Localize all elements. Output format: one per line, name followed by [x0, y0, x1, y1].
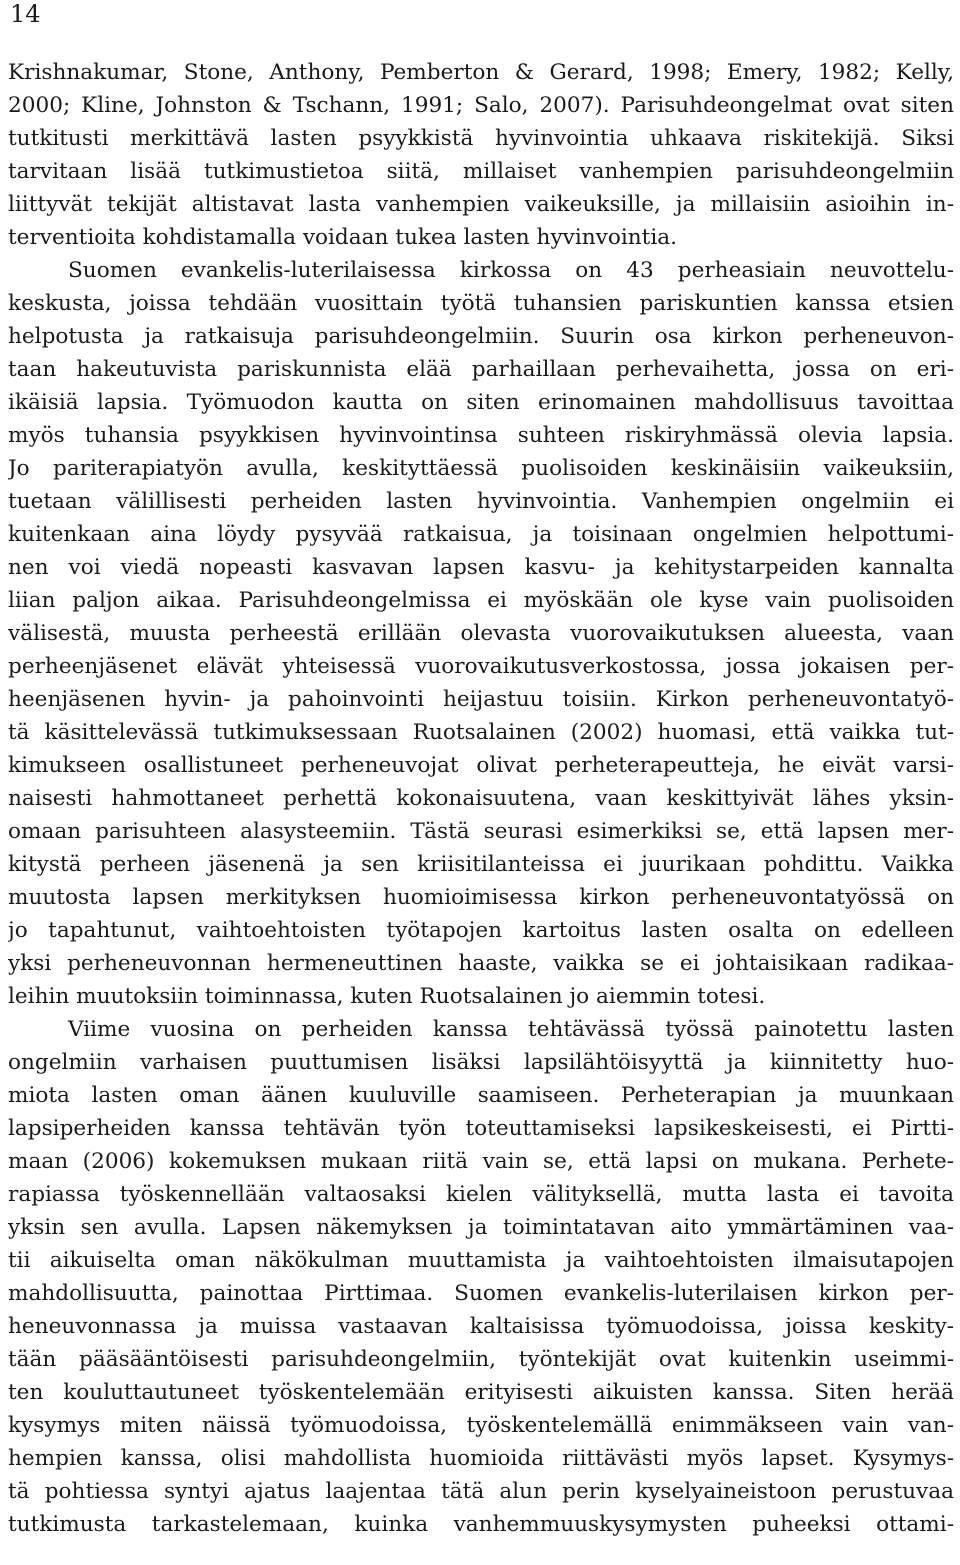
text-line: Krishnakumar, Stone, Anthony, Pemberton & Gerard, 1998; Emery, 1982; Kelly, [8, 60, 954, 85]
text-line: tään pääsääntöisesti parisuhdeongelmiin, työntekijät ovat kuitenkin useimmi- [8, 1347, 954, 1372]
text-line: ongelmiin varhaisen puuttumisen lisäksi lapsilähtöisyyttä ja kiinnitetty huo- [8, 1050, 954, 1075]
text-line: tuetaan välillisesti perheiden lasten hyvinvointia. Vanhempien ongelmiin ei [8, 489, 954, 514]
text-line: omaan parisuhteen alasysteemiin. Tästä seurasi esimerkiksi se, että lapsen mer- [8, 819, 954, 844]
text-line: tä pohtiessa syntyi ajatus laajentaa tätä alun perin kyselyaineistoon perustuvaa [8, 1479, 954, 1504]
text-line: ikäisiä lapsia. Työmuodon kautta on siten erinomainen mahdollisuus tavoittaa [8, 390, 954, 415]
text-line: taan hakeutuvista pariskunnista elää parhaillaan perhevaihetta, jossa on eri- [8, 357, 954, 382]
text-line: miota lasten oman äänen kuuluville saamiseen. Perheterapian ja muunkaan [8, 1083, 954, 1108]
text-line: perheenjäsenet elävät yhteisessä vuorovaikutusverkostossa, jossa jokaisen per- [8, 654, 954, 679]
text-line: rapiassa työskennellään valtaosaksi kielen välityksellä, mutta lasta ei tavoita [8, 1182, 954, 1207]
text-line: leihin muutoksiin toiminnassa, kuten Ruotsalainen jo aiemmin totesi. [8, 984, 766, 1009]
text-line: 2000; Kline, Johnston & Tschann, 1991; Salo, 2007). Parisuhdeongelmat ovat siten [8, 93, 954, 118]
text-line: kuitenkaan aina löydy pysyvää ratkaisua, ja toisinaan ongelmien helpottumi- [8, 522, 954, 547]
text-line: Viime vuosina on perheiden kanssa tehtävässä työssä painotettu lasten [68, 1017, 954, 1042]
text-line: keskusta, joissa tehdään vuosittain työtä tuhansien pariskuntien kanssa etsien [8, 291, 954, 316]
text-line: nen voi viedä nopeasti kasvavan lapsen kasvu- ja kehitystarpeiden kannalta [8, 555, 954, 580]
paragraph [8, 56, 954, 254]
text-line: muutosta lapsen merkityksen huomioimisessa kirkon perheneuvontatyössä on [8, 885, 954, 910]
text-line: hempien kanssa, olisi mahdollista huomioida riittävästi myös lapset. Kysymys- [8, 1446, 954, 1471]
text-line: terventioita kohdistamalla voidaan tukea lasten hyvinvointia. [8, 225, 678, 250]
text-line: heenjäsenen hyvin- ja pahoinvointi heijastuu toisiin. Kirkon perheneuvontatyö- [8, 687, 954, 712]
text-line: kimukseen osallistuneet perheneuvojat olivat perheterapeutteja, he eivät varsi- [8, 753, 954, 778]
text-line: tutkitusti merkittävä lasten psyykkistä hyvinvointia uhkaava riskitekijä. Siksi [8, 126, 954, 151]
text-line: myös tuhansia psyykkisen hyvinvointinsa suhteen riskiryhmässä olevia lapsia. [8, 423, 954, 448]
text-line: kitystä perheen jäsenenä ja sen kriisitilanteissa ei juurikaan pohdittu. Vaikka [8, 852, 954, 877]
text-line: lapsiperheiden kanssa tehtävän työn toteuttamiseksi lapsikeskeisesti, ei Pirtti- [8, 1116, 954, 1141]
text-line: yksin sen avulla. Lapsen näkemyksen ja toimintatavan aito ymmärtäminen vaa- [8, 1215, 954, 1240]
text-line: mahdollisuutta, painottaa Pirttimaa. Suomen evankelis-luterilaisen kirkon per- [8, 1281, 954, 1306]
text-line: helpotusta ja ratkaisuja parisuhdeongelmiin. Suurin osa kirkon perheneuvon- [8, 324, 954, 349]
text-line: tä käsittelevässä tutkimuksessaan Ruotsalainen (2002) huomasi, että vaikka tut- [8, 720, 954, 745]
text-line: yksi perheneuvonnan hermeneuttinen haaste, vaikka se ei johtaisikaan radikaa- [8, 951, 954, 976]
text-line: naisesti hahmottaneet perhettä kokonaisuutena, vaan keskittyivät lähes yksin- [8, 786, 954, 811]
text-line: heneuvonnassa ja muissa vastaavan kaltaisissa työmuodoissa, joissa keskity- [8, 1314, 954, 1339]
paragraph [8, 254, 954, 1013]
text-line: jo tapahtunut, vaihtoehtoisten työtapojen kartoitus lasten osalta on edelleen [8, 918, 954, 943]
text-line: maan (2006) kokemuksen mukaan riitä vain se, että lapsi on mukana. Perhete- [8, 1149, 954, 1174]
text-line: kysymys miten näissä työmuodoissa, työskentelemällä enimmäkseen vain van- [8, 1413, 954, 1438]
paragraph [8, 1013, 954, 1541]
text-line: Jo pariterapiatyön avulla, keskityttäessä puolisoiden keskinäisiin vaikeuksiin, [8, 456, 954, 481]
text-line: liittyvät tekijät altistavat lasta vanhempien vaikeuksille, ja millaisiin asioihin in- [8, 192, 954, 217]
text-line: ten kouluttautuneet työskentelemään erityisesti aikuisten kanssa. Siten herää [8, 1380, 954, 1405]
body-text [8, 56, 954, 1541]
text-line: tii aikuiselta oman näkökulman muuttamista ja vaihtoehtoisten ilmaisutapojen [8, 1248, 954, 1273]
text-line: tutkimusta tarkastelemaan, kuinka vanhemmuuskysymysten puheeksi ottami- [8, 1512, 954, 1537]
text-line: välisestä, muusta perheestä erillään olevasta vuorovaikutuksen alueesta, vaan [8, 621, 954, 646]
text-line: tarvitaan lisää tutkimustietoa siitä, millaiset vanhempien parisuhdeongelmiin [8, 159, 954, 184]
page-number: 14 [10, 0, 41, 28]
text-line: Suomen evankelis-luterilaisessa kirkossa on 43 perheasiain neuvottelu- [68, 258, 954, 283]
text-line: liian paljon aikaa. Parisuhdeongelmissa ei myöskään ole kyse vain puolisoiden [8, 588, 954, 613]
